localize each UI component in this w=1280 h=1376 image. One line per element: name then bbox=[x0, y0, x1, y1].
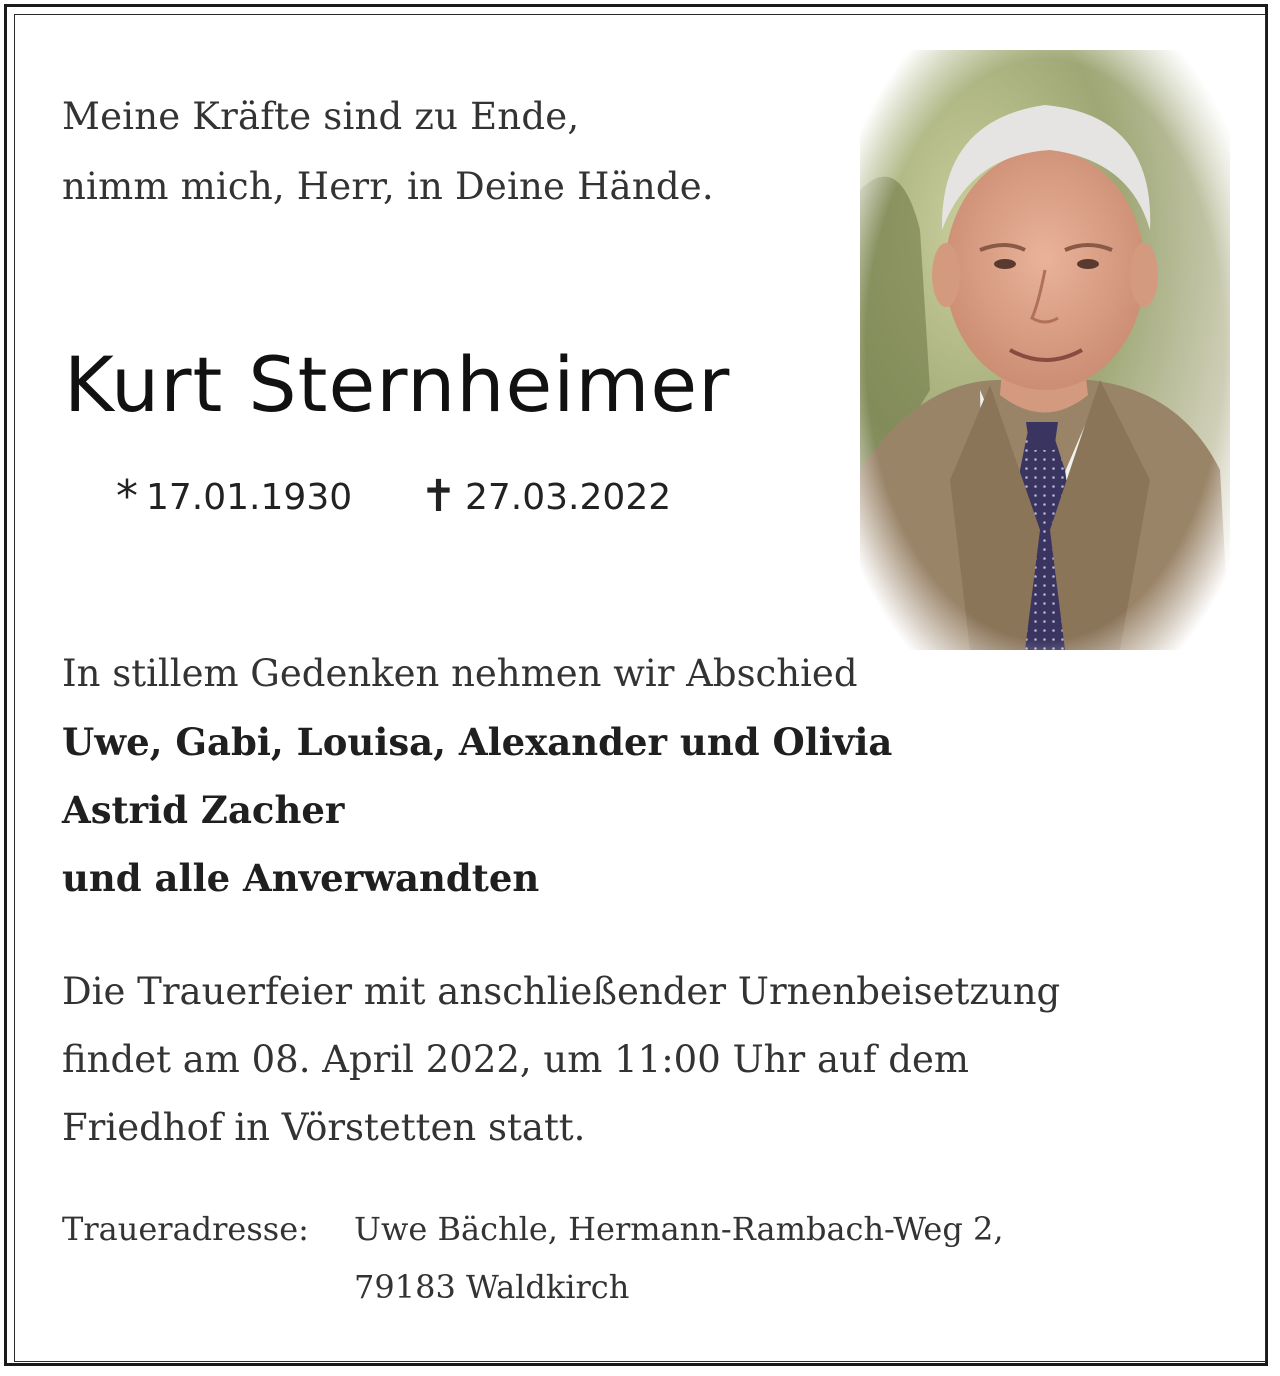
verse-line-1: Meine Kräfte sind zu Ende, bbox=[62, 95, 580, 138]
address-row-1 bbox=[62, 1200, 1004, 1258]
service-line-2: findet am 08. April 2022, um 11:00 Uhr auf dem bbox=[62, 1038, 969, 1081]
mourners-names-2: Astrid Zacher bbox=[62, 788, 345, 832]
death-date-group bbox=[420, 471, 672, 522]
mourners-intro: In stillem Gedenken nehmen wir Abschied bbox=[62, 652, 858, 695]
mourners-names-1: Uwe, Gabi, Louisa, Alexander und Olivia bbox=[62, 720, 893, 764]
service-info bbox=[62, 958, 1060, 1162]
mourners-section bbox=[62, 640, 892, 912]
service-line-3: Friedhof in Vörstetten statt. bbox=[62, 1106, 586, 1149]
birth-date-group bbox=[116, 471, 353, 522]
mourning-address bbox=[62, 1200, 1004, 1316]
verse bbox=[62, 82, 714, 222]
deceased-name: Kurt Sternheimer bbox=[64, 340, 731, 429]
mourners-names-3: und alle Anverwandten bbox=[62, 856, 540, 900]
birth-date: 17.01.1930 bbox=[146, 476, 353, 518]
portrait-photo bbox=[860, 50, 1230, 650]
life-dates bbox=[116, 472, 671, 522]
cross-icon: ✝ bbox=[420, 471, 457, 522]
star-icon: * bbox=[116, 471, 138, 522]
address-line-2: 79183 Waldkirch bbox=[354, 1268, 630, 1306]
death-date: 27.03.2022 bbox=[465, 476, 672, 518]
verse-line-2: nimm mich, Herr, in Deine Hände. bbox=[62, 165, 714, 208]
address-line-1: Uwe Bächle, Hermann-Rambach-Weg 2, bbox=[354, 1210, 1004, 1248]
service-line-1: Die Trauerfeier mit anschließender Urnenbeisetzung bbox=[62, 970, 1061, 1013]
address-label: Traueradresse: bbox=[62, 1210, 309, 1248]
